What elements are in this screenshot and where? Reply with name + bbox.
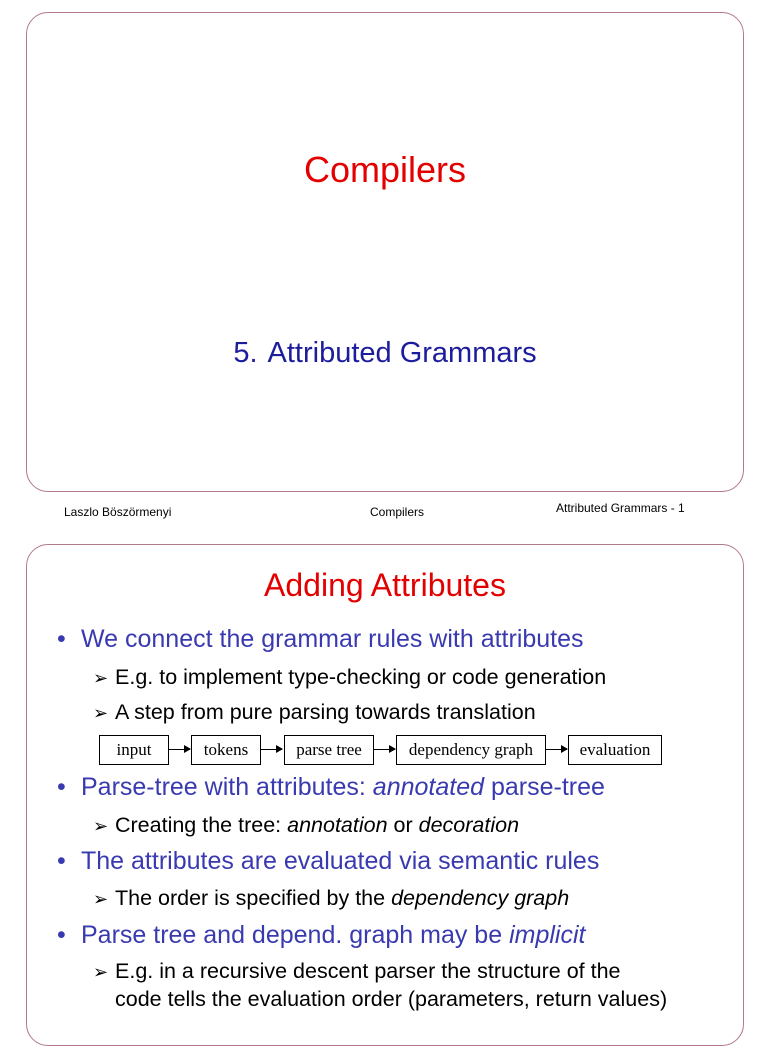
sub-bullet-emphasis: decoration (418, 813, 520, 837)
sub-bullet-arrow-icon: ➢ (93, 668, 109, 688)
sub-bullet-item (93, 885, 569, 912)
bullet-text: We connect the grammar rules with attributes (81, 625, 584, 653)
bullet-item (57, 921, 585, 950)
flow-arrow (168, 749, 190, 750)
title-slide (26, 12, 744, 492)
bullet-text: Parse-tree with attributes: (81, 773, 373, 801)
flow-arrow (260, 749, 282, 750)
bullet-item (57, 773, 605, 802)
content-slide (26, 544, 744, 1046)
sub-bullet-item (93, 812, 519, 839)
flow-arrow (545, 749, 567, 750)
sub-bullet-emphasis: annotation (287, 813, 388, 837)
sub-bullet-text: A step from pure parsing towards translation (115, 700, 536, 724)
bullet-text: Parse tree and depend. graph may be (81, 921, 510, 949)
bullet-dot: • (57, 921, 66, 949)
slide-title: Compilers (303, 149, 467, 190)
sub-bullet-continuation: code tells the evaluation order (parameters, return values) (115, 987, 668, 1011)
chapter-number: 5. (233, 337, 258, 369)
slide-title: Adding Attributes (264, 567, 506, 603)
sub-bullet-text: E.g. to implement type-checking or code generation (115, 665, 607, 689)
bullet-text: The attributes are evaluated via semantic rules (81, 847, 600, 875)
bullet-text: parse-tree (484, 773, 605, 801)
sub-bullet-arrow-icon: ➢ (93, 703, 109, 723)
sub-bullet-item (93, 699, 536, 726)
bullet-emphasis: implicit (509, 921, 586, 949)
sub-bullet-arrow-icon: ➢ (93, 816, 109, 836)
flow-box-evaluation: evaluation (568, 735, 662, 765)
bullet-emphasis: annotated (372, 773, 485, 801)
sub-bullet-item (93, 664, 606, 691)
sub-bullet-text: Creating the tree: (115, 813, 288, 837)
flow-box-tokens: tokens (191, 735, 261, 765)
footer-author: Laszlo Böszörmenyi (64, 505, 172, 519)
bullet-dot: • (57, 847, 66, 875)
chapter-title: Attributed Grammars (267, 337, 537, 369)
sub-bullet-arrow-icon: ➢ (93, 962, 109, 982)
bullet-dot: • (57, 625, 66, 653)
sub-bullet-emphasis: dependency graph (391, 886, 570, 910)
sub-bullet-text: E.g. in a recursive descent parser the structure of the (115, 959, 621, 983)
flow-box-dependency-graph: dependency graph (396, 735, 546, 765)
bullet-dot: • (57, 773, 66, 801)
flow-arrow (373, 749, 395, 750)
bullet-item (57, 625, 584, 654)
bullet-item (57, 847, 599, 876)
sub-bullet-arrow-icon: ➢ (93, 889, 109, 909)
sub-bullet-text: The order is specified by the (115, 886, 392, 910)
sub-bullet-text: or (387, 813, 419, 837)
flow-box-input: input (99, 735, 169, 765)
flow-box-parse-tree: parse tree (284, 735, 374, 765)
footer-page-label: Attributed Grammars - 1 (556, 501, 685, 515)
slide-subtitle (27, 337, 743, 370)
sub-bullet-item (93, 958, 621, 985)
footer-course: Compilers (370, 505, 425, 519)
